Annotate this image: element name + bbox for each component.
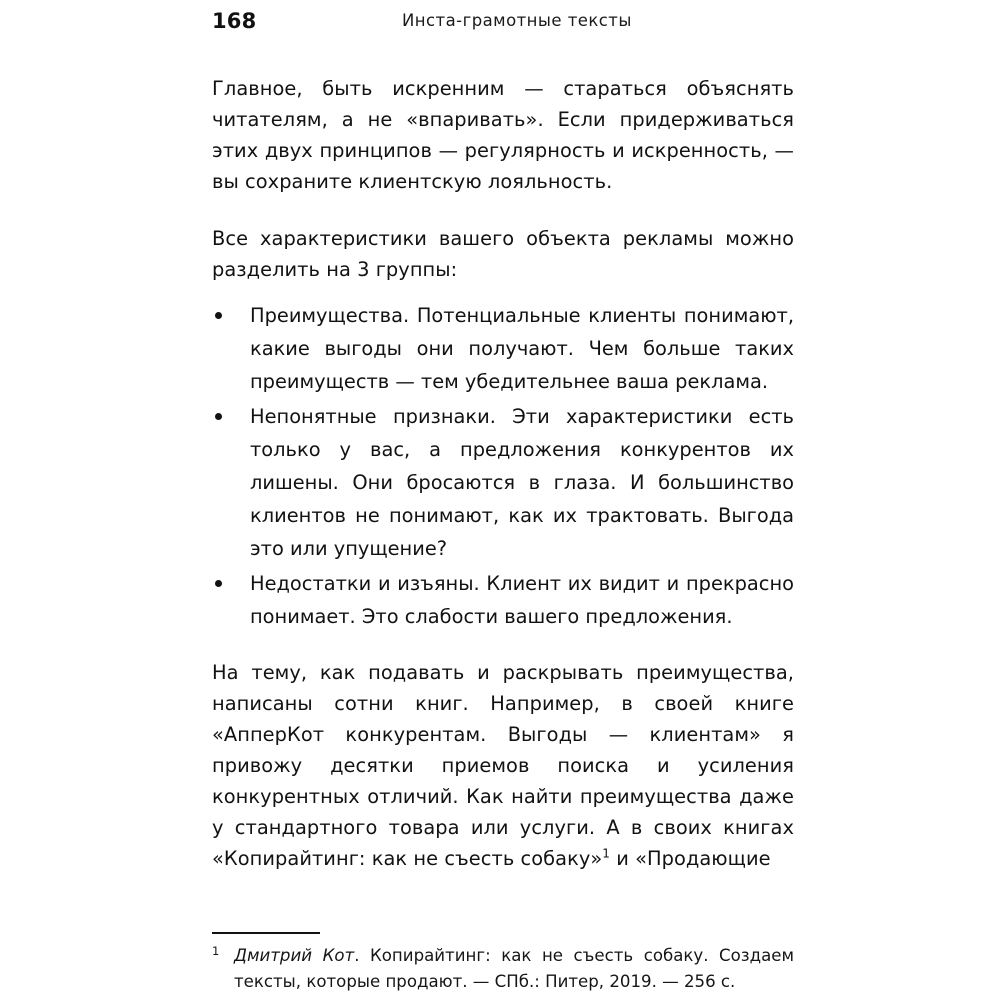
footnote-reference-marker[interactable]: 1 — [602, 846, 610, 861]
bullet-dot-icon — [215, 580, 222, 587]
list-bottom-spacer — [212, 635, 794, 657]
list-item — [212, 299, 794, 398]
paragraph-books-text-a: На тему, как подавать и раскрывать преимущества, написаны сотни книг. Например, в своей книге «АпперКот конкурентам. Выгоды — клиентам» я привожу десятки приемов поиска и усиления конкурентных отличий. Как найти преимущества даже у стандартного товара или услуги. А в своих книгах «Копирайтинг: как не съесть собаку» — [212, 661, 794, 870]
paragraph-intro: Главное, быть искренним — стараться объяснять читателям, а не «впаривать». Если придерживаться этих двух принципов — регулярность и искренность, — вы сохраните клиентскую лояльность. — [212, 77, 794, 193]
paragraph-spacer — [212, 197, 794, 223]
text-column — [212, 73, 794, 874]
bullet-dot-icon — [215, 413, 222, 420]
list-top-spacer — [212, 285, 794, 299]
footnote-separator-rule — [212, 932, 320, 934]
paragraph-books — [212, 657, 794, 874]
paragraph-lead-in: Все характеристики вашего объекта рекламы можно разделить на 3 группы: — [212, 227, 794, 281]
footnote-zone — [212, 932, 794, 995]
footnote-author: Дмитрий Кот — [234, 946, 355, 965]
list-item-text: Преимущества. Потенциальные клиенты понимают, какие выгоды они получают. Чем больше таких преимуществ — тем убедительнее ваша реклама. — [250, 304, 794, 393]
list-item — [212, 400, 794, 565]
footnote — [212, 943, 794, 995]
list-item-text: Непонятные признаки. Эти характеристики есть только у вас, а предложения конкурентов их лишены. Они бросаются в глаза. И большинство клиентов не понимают, как их трактовать. Выгода это или упущение? — [250, 405, 794, 560]
running-title: Инста-грамотные тексты — [402, 11, 632, 30]
page-number: 168 — [212, 9, 257, 33]
bullet-dot-icon — [215, 312, 222, 319]
footnote-citation: . Копирайтинг: как не съесть собаку. Создаем тексты, которые продают. — СПб.: Питер, 2019. — 256 с. — [234, 946, 794, 991]
footnote-marker: 1 — [212, 944, 220, 958]
running-head — [212, 8, 794, 38]
list-item-text: Недостатки и изъяны. Клиент их видит и прекрасно понимает. Это слабости вашего предложения. — [250, 572, 794, 628]
list-item — [212, 567, 794, 633]
paragraph-books-text-b: и «Продающие — [609, 847, 771, 870]
bullet-list — [212, 299, 794, 633]
